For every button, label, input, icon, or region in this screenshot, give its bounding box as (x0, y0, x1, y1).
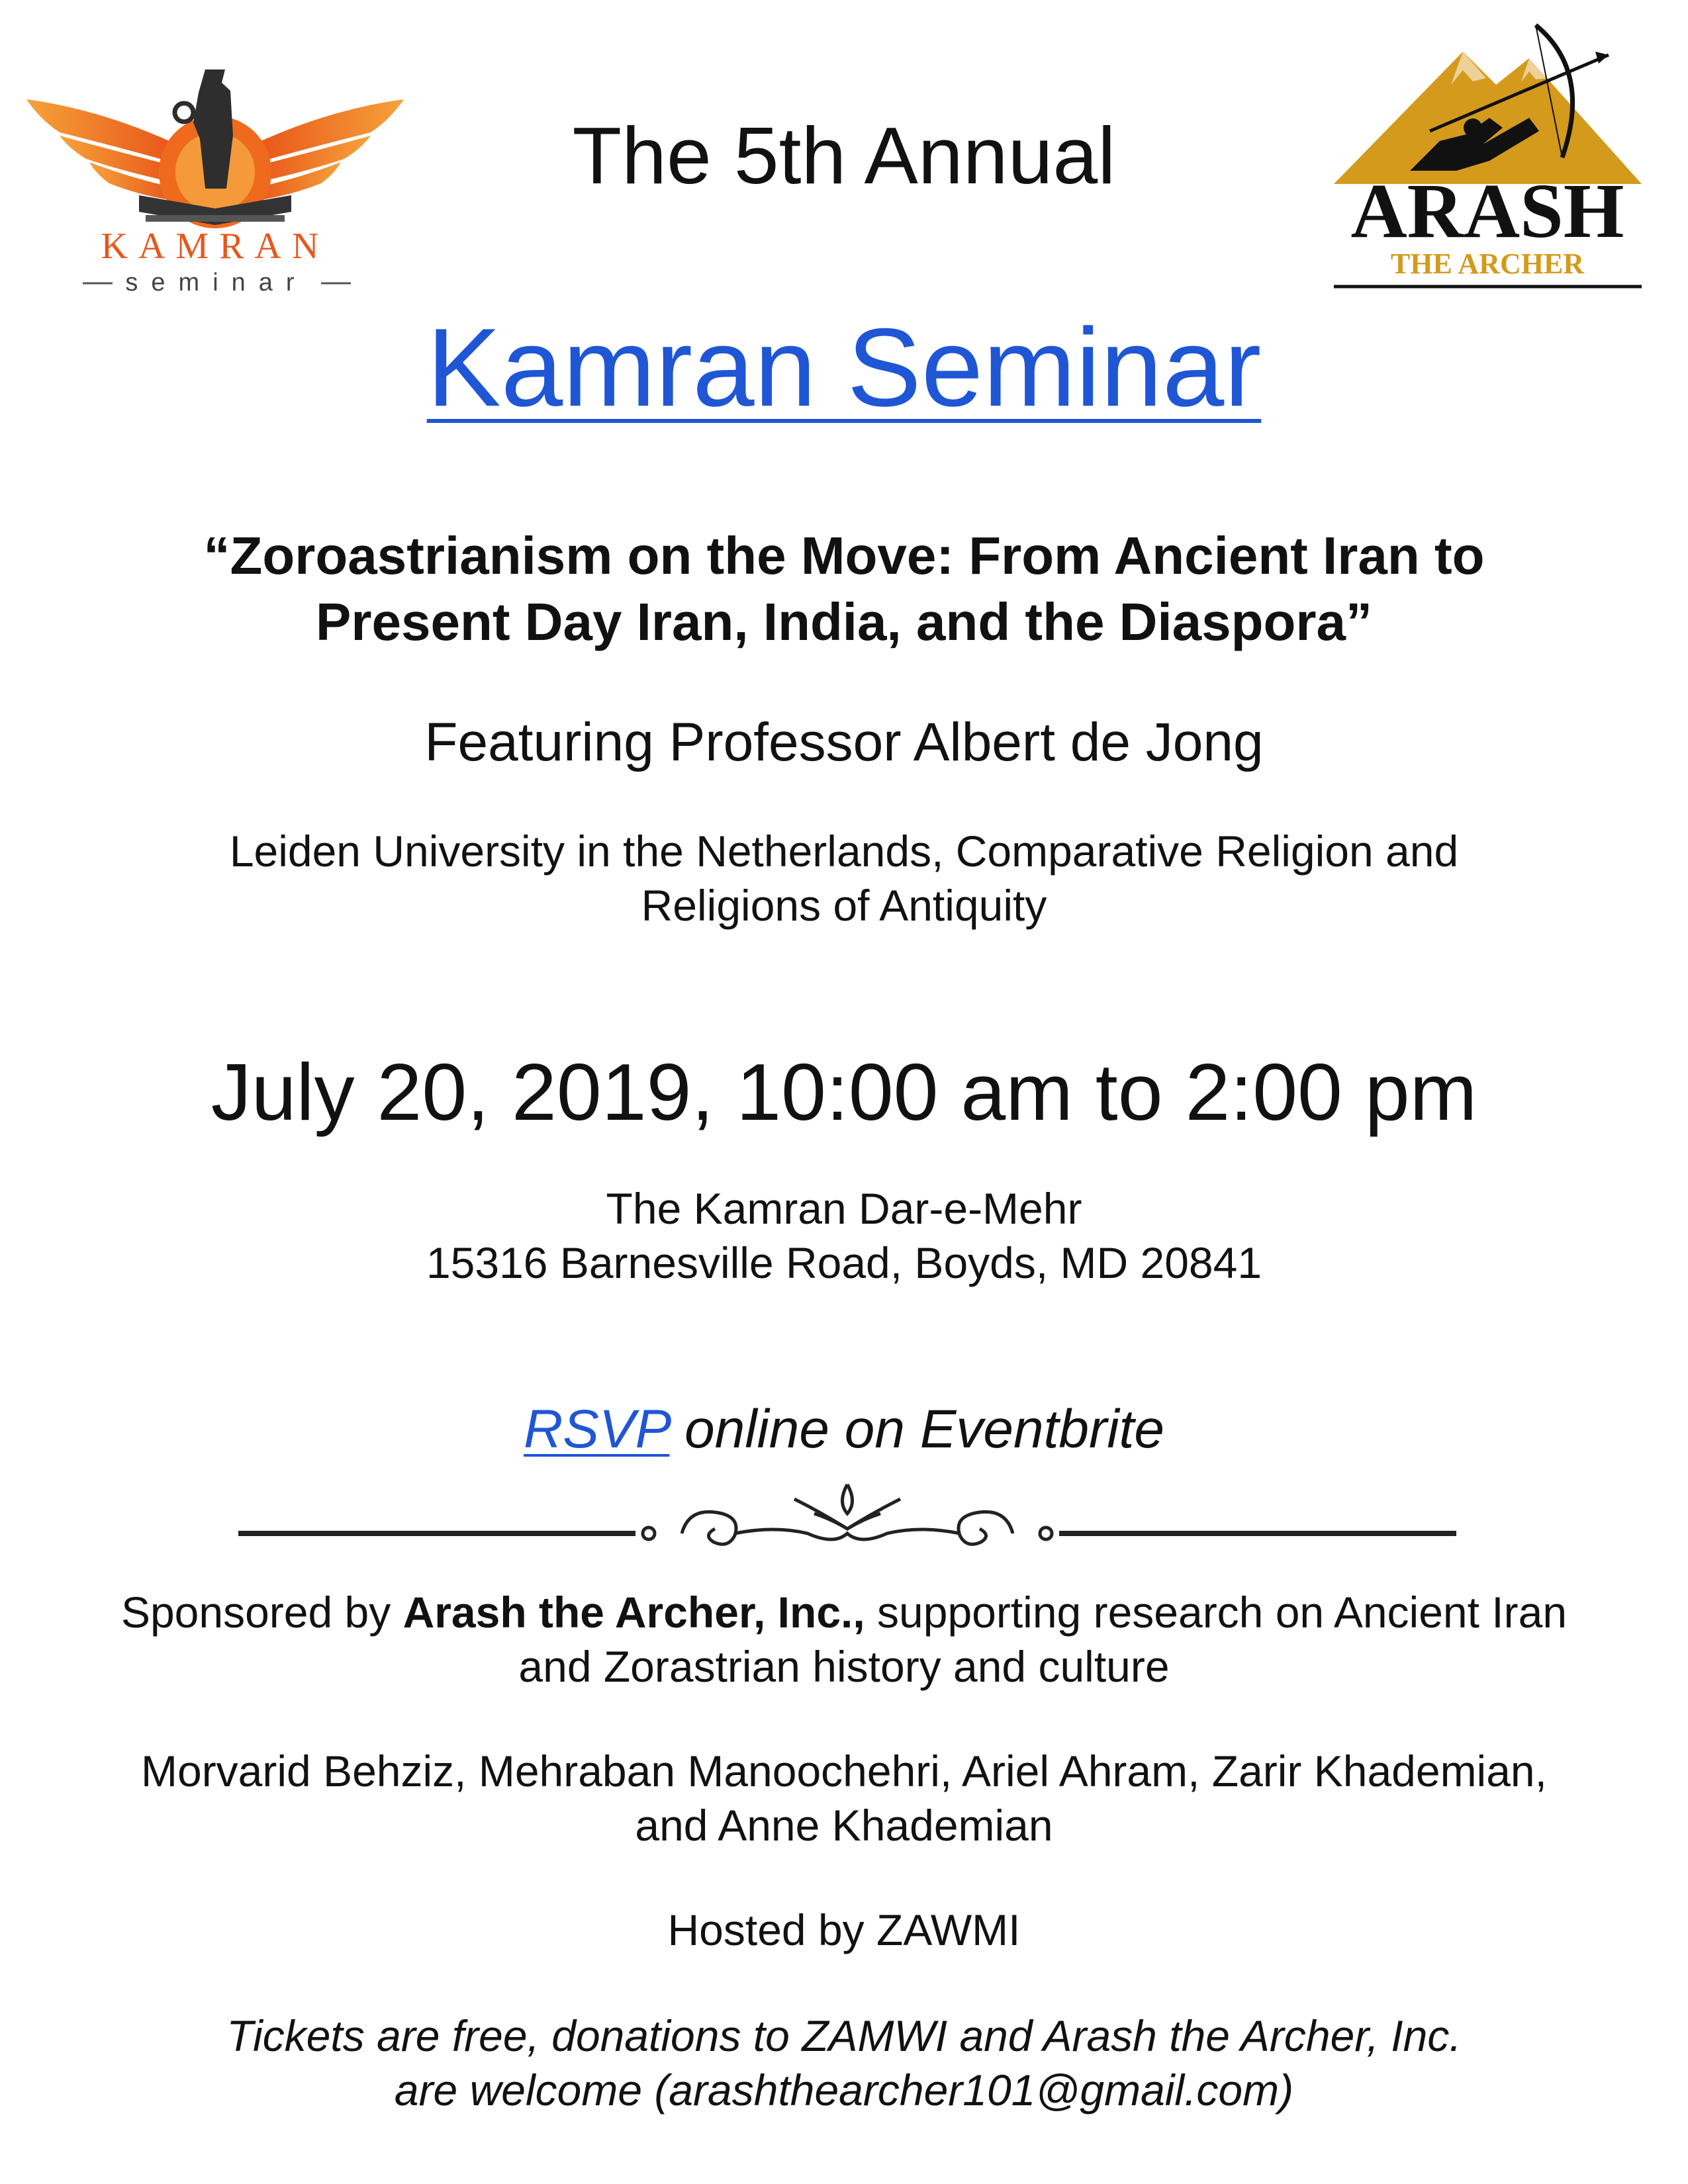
sponsor-name: Arash the Archer, Inc., (402, 1588, 865, 1637)
annual-label: The 5th Annual (572, 111, 1116, 201)
kamran-subtitle: seminar (125, 269, 308, 295)
featuring-speaker: Featuring Professor Albert de Jong (424, 712, 1264, 772)
ornamental-divider (225, 1473, 1470, 1559)
contributors-line-2: and Anne Khademian (635, 1801, 1053, 1850)
seminar-topic (132, 523, 1556, 655)
sponsor-line-1 (99, 1585, 1589, 1639)
event-venue (0, 1181, 1688, 1290)
host-line: Hosted by ZAWMI (667, 1905, 1021, 1954)
contributors-list (99, 1744, 1589, 1852)
rsvp-link[interactable]: RSVP (524, 1399, 670, 1459)
sponsor-prefix: Sponsored by (120, 1588, 403, 1637)
tickets-line-1: Tickets are free, donations to ZAMWI and Arash the Archer, Inc. (226, 2011, 1462, 2060)
event-datetime: July 20, 2019, 10:00 am to 2:00 pm (211, 1047, 1477, 1137)
venue-name: The Kamran Dar-e-Mehr (606, 1184, 1082, 1233)
venue-address: 15316 Barnesville Road, Boyds, MD 20841 (426, 1238, 1262, 1287)
rsvp-text: online on Eventbrite (669, 1399, 1164, 1459)
kamran-wordmark: KAMRAN (101, 226, 330, 267)
seminar-title-link[interactable]: Kamran Seminar (426, 305, 1262, 430)
page-title (0, 304, 1688, 430)
sponsor-statement (99, 1585, 1589, 1694)
tickets-line-2: are welcome (arashthearcher101@gmail.com) (394, 2066, 1294, 2115)
arash-subtitle: THE ARCHER (1390, 248, 1585, 280)
affiliation-line-2: Religions of Antiquity (641, 881, 1047, 930)
arash-wordmark: ARASH (1350, 167, 1624, 254)
sponsor-line-2: and Zorastrian history and culture (518, 1642, 1170, 1691)
topic-line-1: “Zoroastrianism on the Move: From Ancient Iran to (203, 526, 1485, 585)
rsvp-line (0, 1396, 1688, 1463)
tickets-note (99, 2009, 1589, 2117)
affiliation-line-1: Leiden University in the Netherlands, Comparative Religion and (229, 827, 1459, 876)
topic-line-2: Present Day Iran, India, and the Diaspora” (315, 592, 1372, 651)
sponsor-suffix: supporting research on Ancient Iran (865, 1588, 1568, 1637)
speaker-affiliation (165, 824, 1523, 933)
contributors-line-1: Morvarid Behziz, Mehraban Manoochehri, Ariel Ahram, Zarir Khademian, (141, 1747, 1547, 1796)
